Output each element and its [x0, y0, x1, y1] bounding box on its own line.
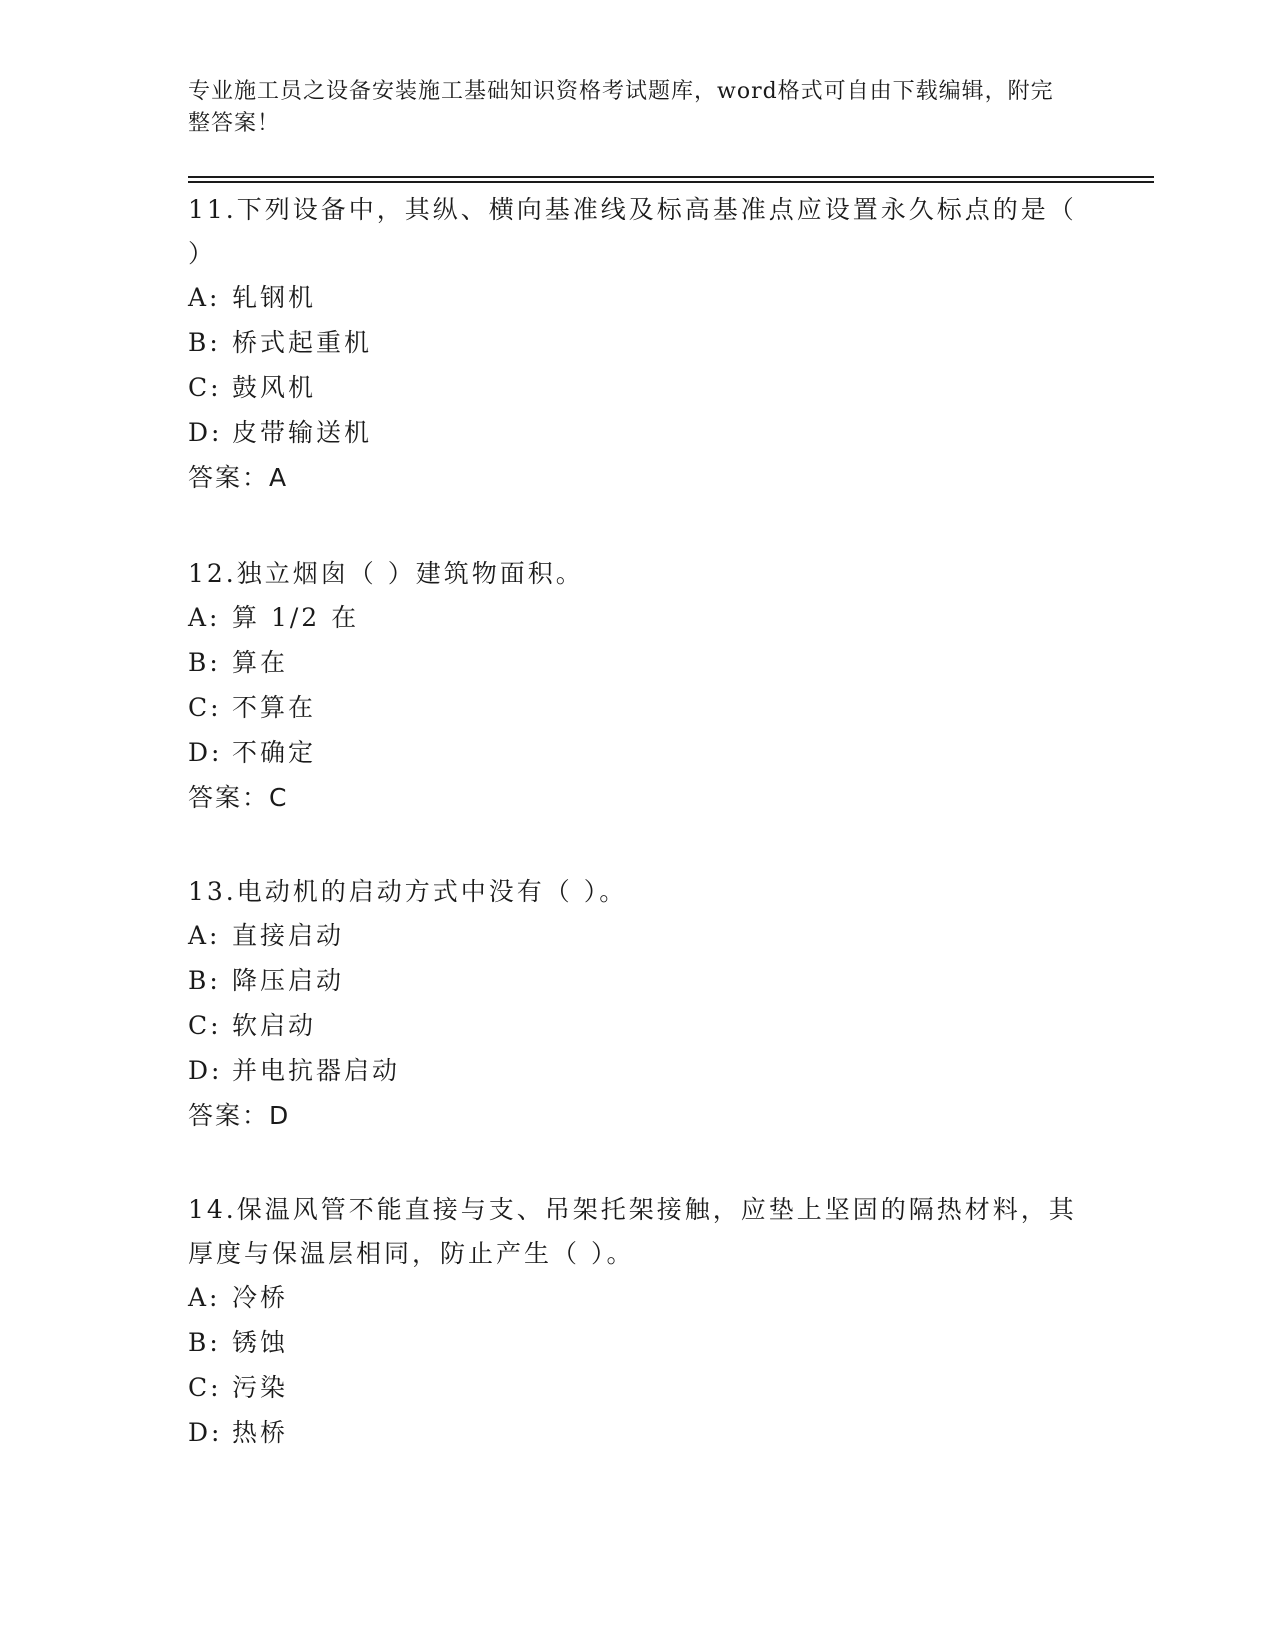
question-14 — [188, 1188, 1088, 1456]
option-b — [188, 641, 1088, 686]
option-text: 并电抗器启动 — [232, 1056, 401, 1085]
option-c — [188, 1366, 1088, 1411]
option-a — [188, 1276, 1088, 1321]
option-d — [188, 1049, 1088, 1094]
answer-line: 答案：D — [188, 1101, 291, 1130]
option-a — [188, 914, 1088, 959]
option-text: 鼓风机 — [232, 373, 317, 402]
option-text: 降压启动 — [232, 966, 345, 995]
option-letter: D: — [188, 1418, 223, 1447]
option-letter: C: — [188, 693, 222, 722]
option-text: 不确定 — [232, 738, 317, 767]
option-text: 直接启动 — [232, 921, 345, 950]
option-letter: D: — [188, 738, 223, 767]
option-text: 轧钢机 — [232, 283, 317, 312]
option-letter: C: — [188, 1373, 222, 1402]
document-header: 专业施工员之设备安装施工基础知识资格考试题库，word格式可自由下载编辑，附完整答案！ — [188, 79, 1054, 136]
option-letter: B: — [188, 328, 221, 357]
answer-line: 答案：A — [188, 463, 289, 492]
option-text: 热桥 — [232, 1418, 289, 1447]
option-d — [188, 731, 1088, 776]
option-text: 皮带输送机 — [232, 418, 373, 447]
option-letter: B: — [188, 966, 221, 995]
question-11 — [188, 188, 1088, 500]
option-text: 算 1/2 在 — [232, 603, 360, 632]
header-divider-bottom — [188, 181, 1154, 183]
option-letter: B: — [188, 1328, 221, 1357]
option-text: 冷桥 — [232, 1283, 289, 1312]
option-text: 软启动 — [232, 1011, 317, 1040]
option-b — [188, 321, 1088, 366]
option-a — [188, 276, 1088, 321]
question-text: 14.保温风管不能直接与支、吊架托架接触，应垫上坚固的隔热材料，其厚度与保温层相同，防止产生（ ）。 — [188, 1195, 1077, 1268]
answer-line: 答案：C — [188, 783, 289, 812]
option-letter: A: — [188, 603, 221, 632]
option-letter: A: — [188, 1283, 221, 1312]
option-letter: D: — [188, 418, 223, 447]
question-13 — [188, 870, 1088, 1138]
option-letter: D: — [188, 1056, 223, 1085]
question-text: 12.独立烟囱（ ）建筑物面积。 — [188, 559, 584, 588]
question-text: 11.下列设备中，其纵、横向基准线及标高基准点应设置永久标点的是（ ） — [188, 195, 1077, 268]
question-12 — [188, 552, 1088, 820]
option-letter: B: — [188, 648, 221, 677]
option-c — [188, 366, 1088, 411]
option-c — [188, 686, 1088, 731]
option-letter: C: — [188, 1011, 222, 1040]
option-text: 污染 — [232, 1373, 289, 1402]
option-text: 桥式起重机 — [232, 328, 373, 357]
option-c — [188, 1004, 1088, 1049]
option-text: 不算在 — [232, 693, 317, 722]
option-letter: A: — [188, 283, 221, 312]
option-letter: A: — [188, 921, 221, 950]
option-d — [188, 1411, 1088, 1456]
option-b — [188, 959, 1088, 1004]
option-d — [188, 411, 1088, 456]
header-divider-top — [188, 176, 1154, 178]
option-text: 算在 — [232, 648, 289, 677]
option-letter: C: — [188, 373, 222, 402]
option-text: 锈蚀 — [232, 1328, 289, 1357]
option-a — [188, 596, 1088, 641]
option-b — [188, 1321, 1088, 1366]
question-text: 13.电动机的启动方式中没有（ ）。 — [188, 877, 628, 906]
